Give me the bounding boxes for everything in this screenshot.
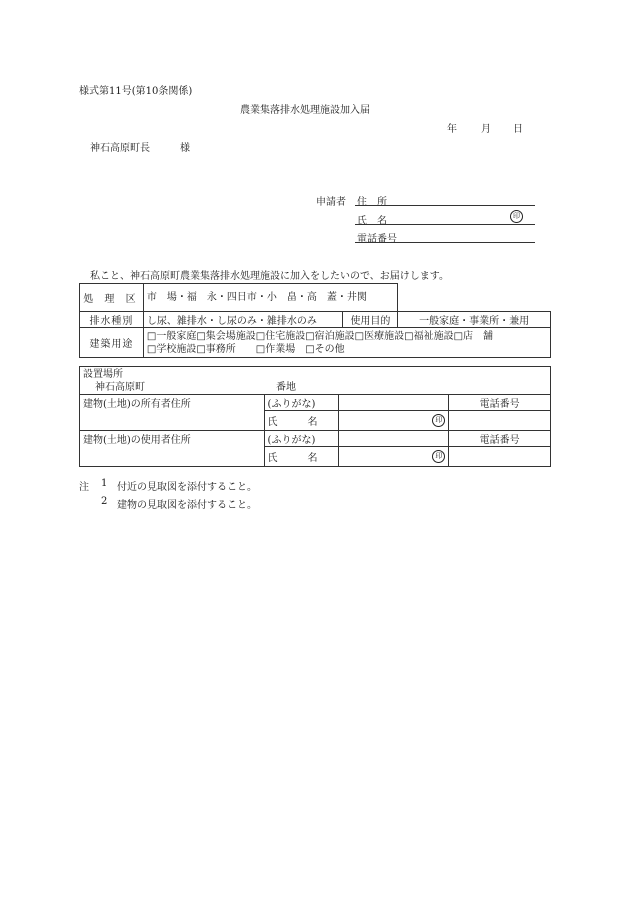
seal-icon: 印 — [432, 414, 445, 427]
applicant-label: 申請者 — [316, 197, 346, 208]
owner-furigana-field[interactable] — [339, 395, 449, 411]
application-table — [79, 283, 551, 358]
building-use-line1: □一般家庭□集会場施設□住宅施設□宿泊施設□医療施設□福祉施設□店 舗 — [146, 330, 494, 342]
note-2-number: 2 — [101, 496, 108, 507]
building-use-row — [80, 328, 551, 358]
location-town: 神石高原町 — [95, 382, 145, 393]
form-number: 様式第11号(第10条関係) — [79, 86, 193, 97]
applicant-phone-field[interactable] — [355, 242, 535, 243]
user-furigana-field[interactable] — [339, 431, 449, 447]
date-day: 日 — [513, 124, 523, 135]
district-label: 処 理 区 — [80, 284, 144, 312]
applicant-phone-label: 電話番号 — [357, 234, 397, 245]
note-1-text: 付近の見取図を添付すること。 — [117, 482, 257, 493]
date-year: 年 — [447, 124, 457, 135]
addressee-name: 神石高原町長 — [90, 143, 150, 154]
applicant-address-label: 住 所 — [357, 197, 387, 208]
date-month: 月 — [481, 124, 491, 135]
notes-prefix: 注 — [79, 482, 89, 493]
note-1-number: 1 — [101, 478, 108, 489]
addressee-honorific: 様 — [180, 143, 190, 154]
drain-type-row — [80, 312, 551, 328]
owner-phone-label: 電話番号 — [449, 395, 551, 411]
building-use-label: 建築用途 — [80, 328, 144, 358]
intro-text: 私こと、神石高原町農業集落排水処理施設に加入をしたいので、お届けします。 — [90, 271, 449, 282]
owner-phone-field[interactable] — [449, 411, 551, 431]
user-name-field[interactable] — [339, 447, 449, 467]
user-address-label[interactable]: 建物(土地)の使用者住所 — [80, 431, 265, 467]
seal-icon: 印 — [432, 450, 445, 463]
purpose-value[interactable]: 一般家庭・事業所・兼用 — [398, 312, 551, 328]
owner-furigana-label: (ふりがな) — [264, 395, 339, 411]
location-label: 設置場所 — [83, 369, 123, 380]
location-row — [80, 367, 551, 395]
user-name-label: 氏 名 — [264, 447, 339, 467]
purpose-label: 使用目的 — [343, 312, 398, 328]
applicant-name-field[interactable] — [355, 224, 535, 225]
owner-row — [80, 395, 551, 411]
district-value[interactable]: 市 場・福 永・四日市・小 畠・高 蓋・井関 — [143, 284, 397, 312]
user-furigana-label: (ふりがな) — [264, 431, 339, 447]
user-phone-label: 電話番号 — [449, 431, 551, 447]
location-banchi: 番地 — [276, 382, 296, 393]
owner-name-label: 氏 名 — [264, 411, 339, 431]
drain-type-value[interactable]: し尿、雑排水・し尿のみ・雑排水のみ — [143, 312, 343, 328]
applicant-name-label: 氏 名 — [357, 216, 387, 227]
note-2-text: 建物の見取図を添付すること。 — [117, 500, 257, 511]
owner-address-label[interactable]: 建物(土地)の所有者住所 — [80, 395, 265, 431]
building-use-options[interactable] — [143, 328, 550, 358]
form-title: 農業集落排水処理施設加入届 — [240, 105, 370, 116]
location-table — [79, 366, 551, 467]
location-cell[interactable] — [80, 367, 551, 395]
user-row — [80, 431, 551, 447]
seal-icon: 印 — [510, 210, 523, 223]
building-use-line2: □学校施設□事務所 □作業場 □その他 — [146, 343, 345, 355]
drain-type-label: 排水種別 — [80, 312, 144, 328]
district-row — [80, 284, 551, 312]
owner-name-field[interactable] — [339, 411, 449, 431]
user-phone-field[interactable] — [449, 447, 551, 467]
applicant-address-field[interactable] — [355, 205, 535, 206]
